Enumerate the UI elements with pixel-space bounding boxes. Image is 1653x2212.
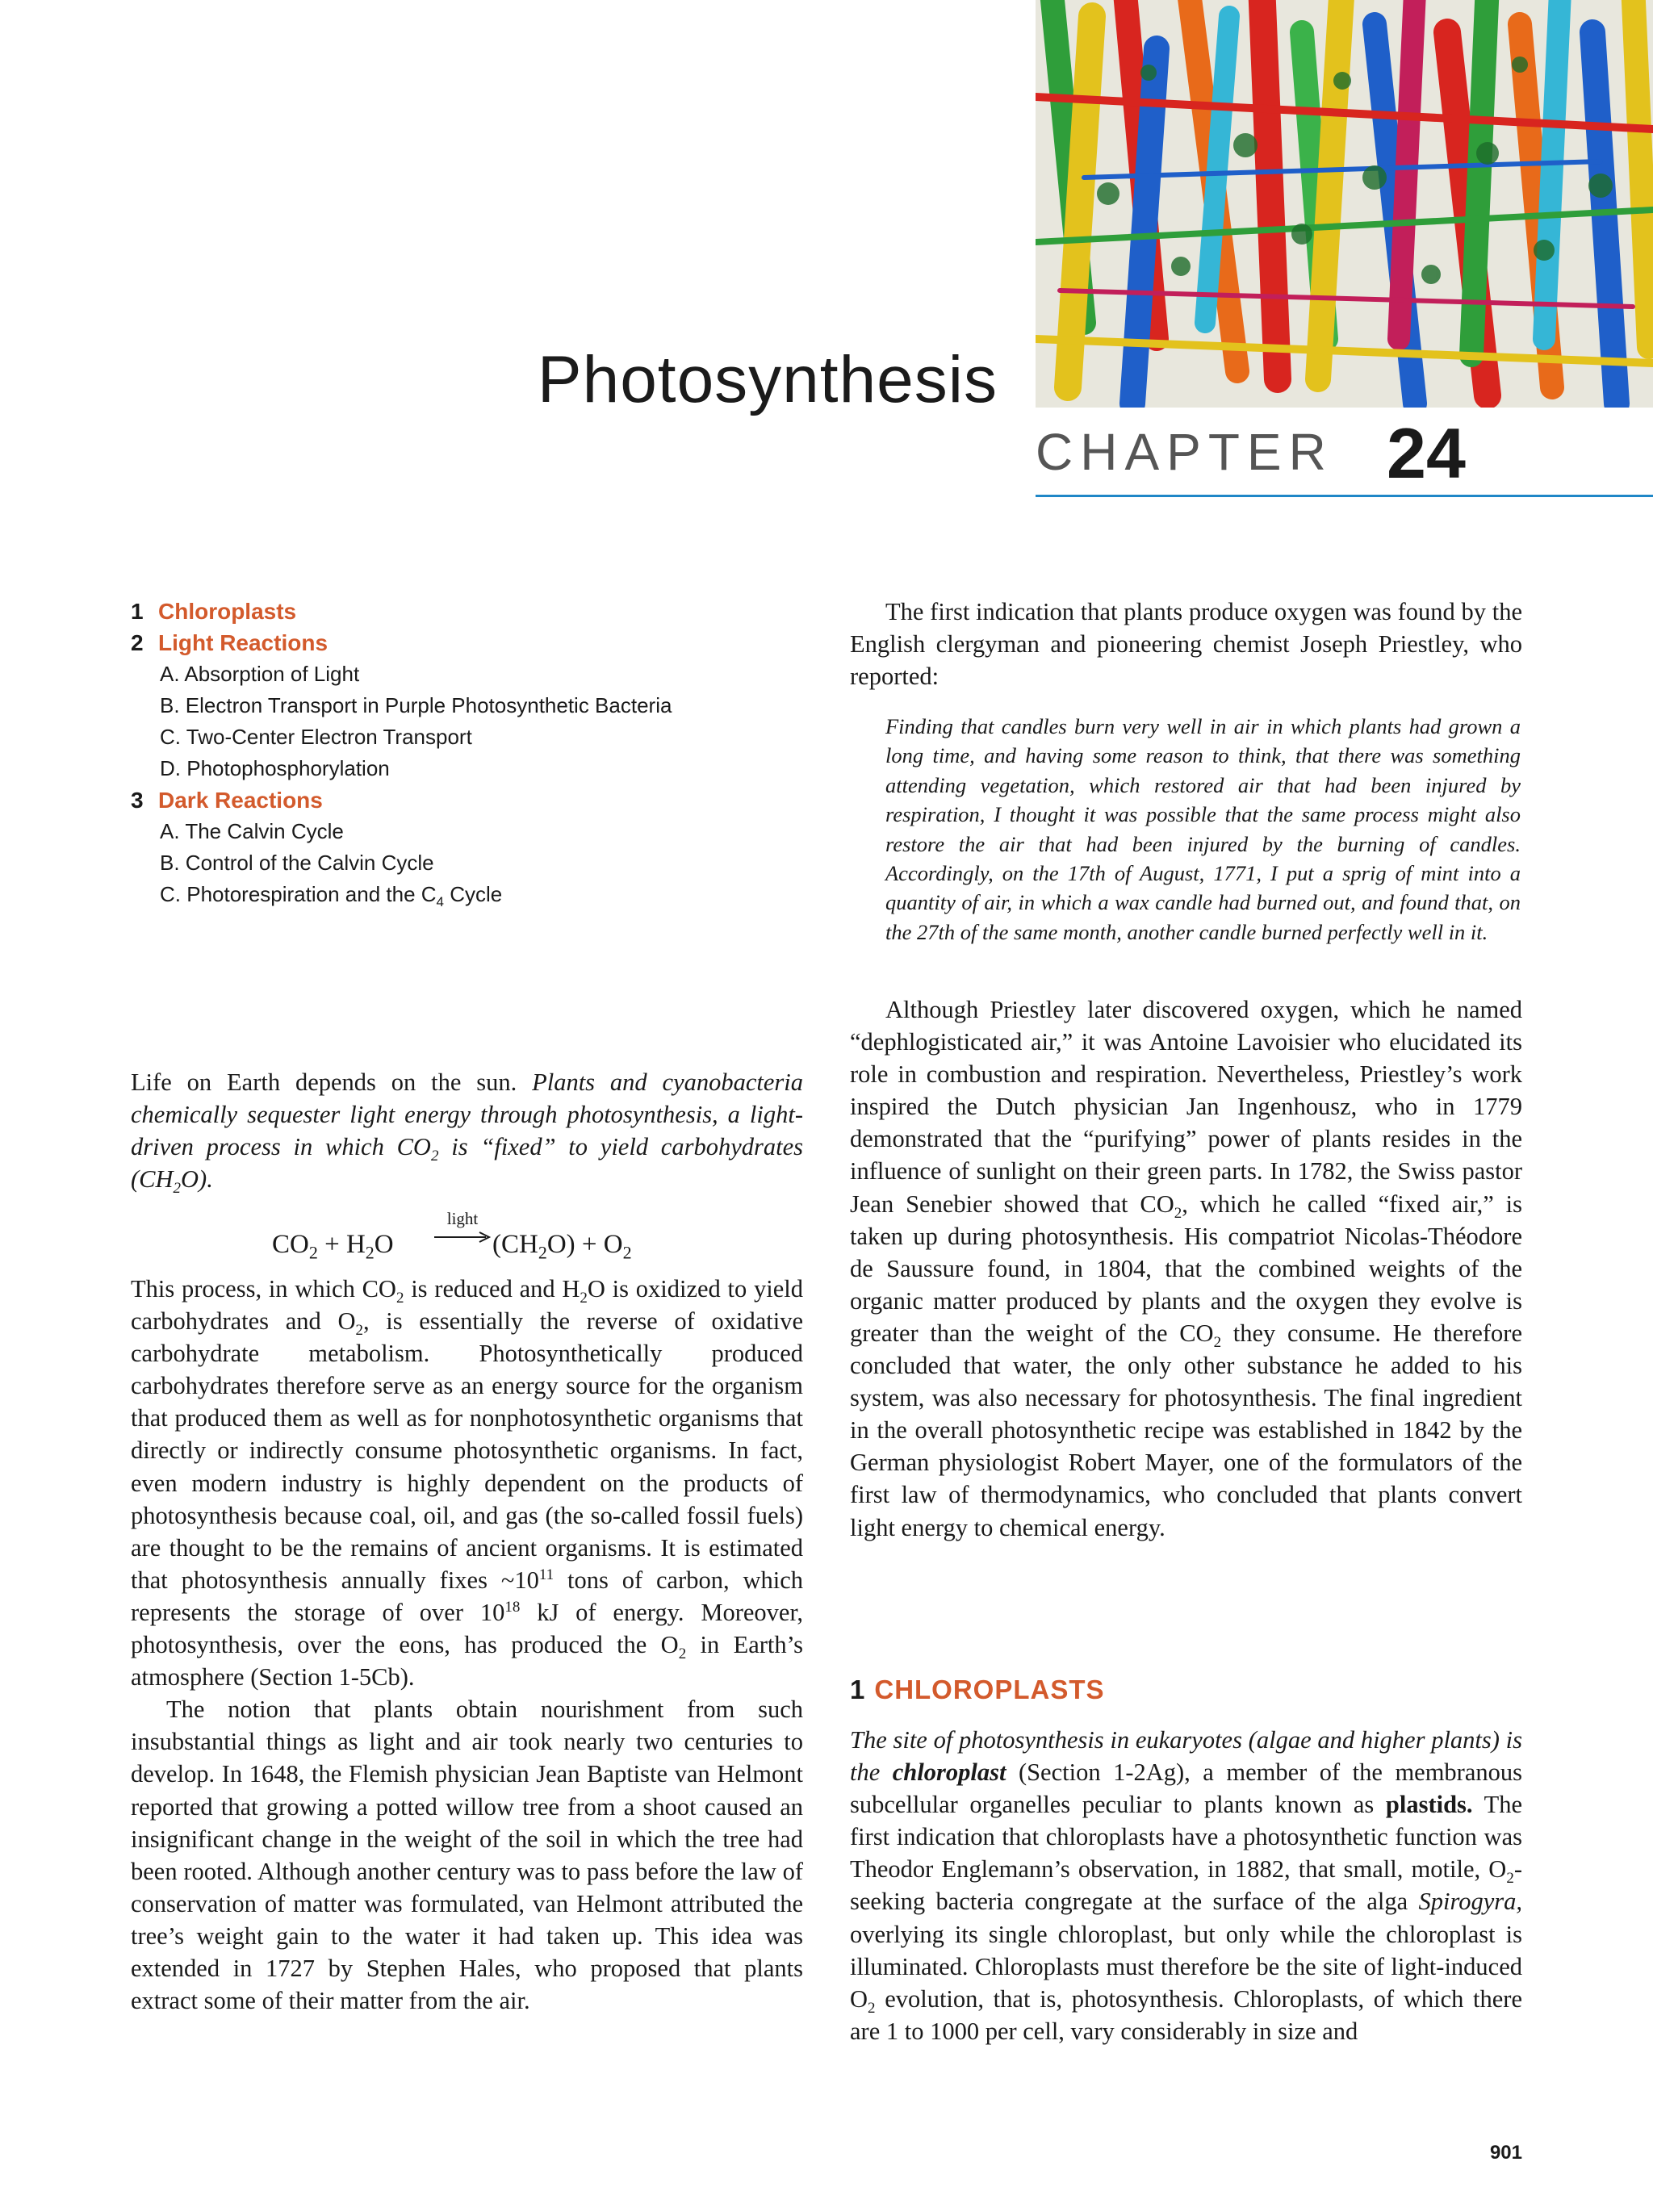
outline-subsection[interactable]: A. The Calvin Cycle (160, 819, 344, 843)
outline-subsection[interactable]: C. Photorespiration and the $C_4$ Cycle (160, 882, 503, 910)
chapter-intro-paragraph: Life on Earth depends on the sun. Plants and cyanobacteria chemically sequester light energy through photosynthesis, a light-driven process in which $CO_2$ is “fixed” to yield carbohydrates $(CH_2O)$. (131, 1068, 804, 1198)
outline-section-number: 1 (131, 599, 144, 624)
right-intro-paragraph: The first indication that plants produce oxygen was found by the English clergyman and pioneering chemist Joseph Priestley, who reported: (850, 598, 1522, 691)
outline-section-title: Dark Reactions (158, 788, 323, 813)
outline-section-number: 2 (131, 630, 144, 655)
right-body-text (850, 993, 1522, 1544)
arrow-label: light (446, 1209, 479, 1228)
section-number: 1 (850, 1675, 865, 1704)
outline-subsection[interactable]: A. Absorption of Light (160, 662, 360, 686)
page-number: 901 (1489, 2142, 1522, 2164)
chapter-number: 24 (1387, 413, 1466, 493)
outline-subsection[interactable]: B. Control of the Calvin Cycle (160, 851, 434, 875)
paragraph: The site of photosynthesis in eukaryotes (algae and higher plants) is the chloroplast (Section 1-2Ag), a member of the membranous subcellular organelles peculiar to plants known as plastids. The first indication that chloroplasts have a photosynthetic function was Theodor Englemann’s observation, in 1882, that small, motile, $O_2$-seeking bacteria congregate at the surface of the alga Spirogyra, overlying its single chloroplast, but only while the chloroplast is illuminated. Chloroplasts must therefore be the site of light-induced $O_2$ evolution, that is, photosynthesis. Chloroplasts, of which there are 1 to 1000 per cell, vary considerably in size and (850, 1726, 1522, 2045)
reaction-arrow (428, 1211, 497, 1243)
outline-section-number: 3 (131, 788, 144, 813)
chapter-title: Photosynthesis (537, 343, 998, 416)
chapter-opener-image (1036, 0, 1653, 408)
section-body-text (850, 1724, 1522, 2047)
outline-section-title: Chloroplasts (158, 599, 297, 624)
arrow-icon (434, 1231, 491, 1243)
outline-section-title: Light Reactions (158, 630, 329, 655)
left-body-text (131, 1273, 803, 2017)
paragraph: The notion that plants obtain nourishment from such insubstantial things as light and air took nearly two centuries to develop. In 1648, the Flemish physician Jean Baptiste van Helmont reported that growing a potted willow tree from a shoot caused an insignificant change in the weight of the soil in which the tree had been rooted. Although another century was to pass before the law of conservation of matter was formulated, van Helmont attributed the tree’s weight gain to the water it had taken up. This idea was extended in 1727 by Stephen Hales, who proposed that plants extract some of their matter from the air. (131, 1696, 803, 2015)
section-title: CHLOROPLASTS (874, 1675, 1105, 1704)
outline-section-2[interactable] (131, 627, 744, 659)
photosynthesis-equation (131, 1211, 803, 1270)
chapter-rule (1036, 495, 1653, 497)
section-heading (850, 1675, 1105, 1705)
outline-subsection[interactable]: B. Electron Transport in Purple Photosynthetic Bacteria (160, 693, 672, 717)
paragraph: Although Priestley later discovered oxygen, which he named “dephlogisticated air,” it was Antoine Lavoisier who elucidated its role in combustion and respiration. Nevertheless, Priestley’s work inspired the Dutch physician Jan Ingenhousz, who in 1779 demonstrated that the “purifying” power of plants resides in the influence of sunlight on their green parts. In 1782, the Swiss pastor Jean Senebier showed that $CO_2$, which he called “fixed air,” is taken up during photosynthesis. His compatriot Nicolas-Théodore de Saussure found, in 1804, that the combined weights of the organic matter produced by plants and the oxygen they evolve is greater than the weight of the $CO_2$ they consume. He therefore concluded that water, the only other substance he added to his system, was also necessary for photosynthesis. The final ingredient in the overall photosynthetic recipe was established in 1842 by the German physiologist Robert Mayer, one of the formulators of the first law of thermodynamics, who concluded that plants convert light energy to chemical energy. (850, 996, 1523, 1541)
chapter-label: CHAPTER (1036, 423, 1333, 481)
outline-subsection[interactable]: D. Photophosphorylation (160, 756, 390, 780)
priestley-quote: Finding that candles burn very well in air in which plants had grown a long time, and having some reason to think, that there was something attending vegetation, which restored air that had been injured by respiration, I thought it was possible that the same process might also restore the air that had been injured by the burning of candles. Accordingly, on the 17th of August, 1771, I put a sprig of mint into a quantity of air, in which a wax candle had burned out, and found that, on the 27th of the same month, another candle burned perfectly well in it. (885, 714, 1521, 944)
equation-reactants: $CO_2 + H_2O$ (272, 1230, 394, 1263)
outline-subsection[interactable]: C. Two-Center Electron Transport (160, 725, 472, 749)
chapter-outline (131, 596, 744, 918)
outline-section-1[interactable] (131, 596, 744, 627)
outline-section-3[interactable] (131, 784, 744, 816)
equation-products: $(CH_2O) + O_2$ (492, 1230, 632, 1263)
paragraph: This process, in which $CO_2$ is reduced and $H_2O$ is oxidized to yield carbohydrates and $O_2$, is essentially the reverse of oxidative carbohydrate metabolism. Photosynthetically produced carbohydrates therefore serve as an energy source for the organism that produced them as well as for nonphotosynthetic organisms that directly or indirectly consume photosynthetic organisms. In fact, even modern industry is highly dependent on the products of photosynthesis because coal, oil, and gas (the so-called fossil fuels) are thought to be the remains of ancient organisms. It is estimated that photosynthesis annually fixes $\sim 10^{11}$ tons of carbon, which represents the storage of over $10^{18}$ kJ of energy. Moreover, photosynthesis, over the eons, has produced the $O_2$ in Earth’s atmosphere (Section 1-5Cb). (131, 1275, 804, 1691)
